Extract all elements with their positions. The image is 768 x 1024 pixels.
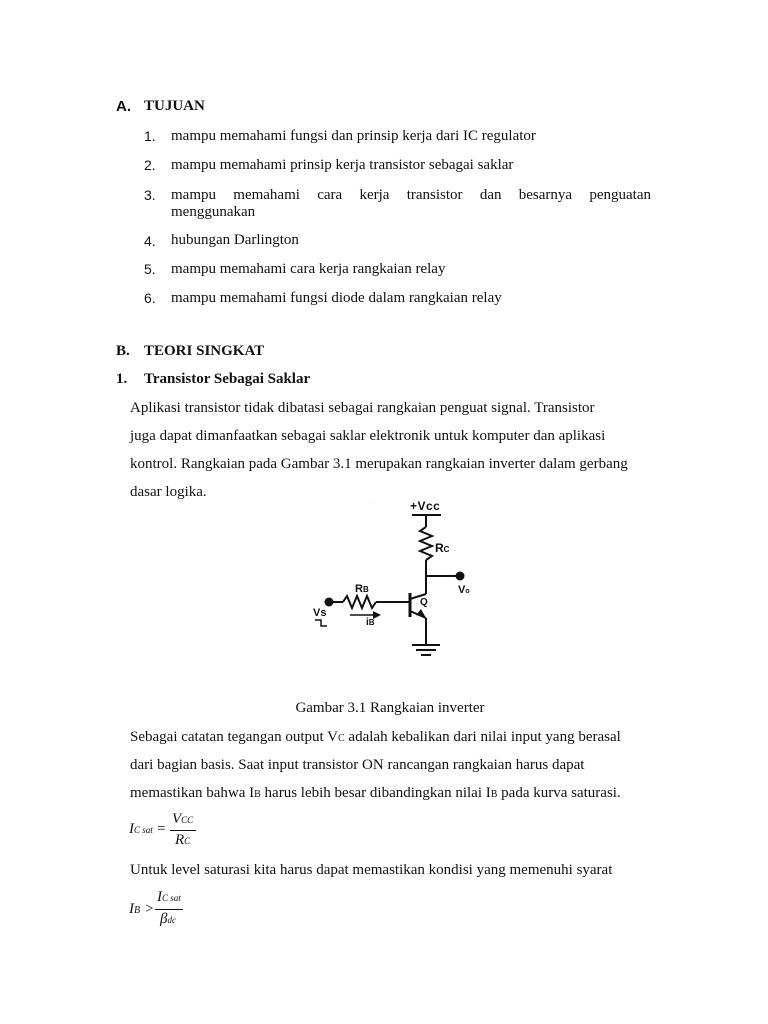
formula1-lhs-sub: C sat	[134, 825, 153, 835]
list-item: mampu memahami cara kerja transistor dan besarnya penguatan	[171, 187, 651, 203]
ib-label-main: i	[366, 617, 369, 628]
formula2-num-sub: C sat	[162, 893, 181, 903]
rc-label-sub: C	[443, 545, 450, 554]
formula1-lhs	[129, 821, 153, 838]
section-a-letter: A.	[116, 98, 131, 115]
list-item: hubungan Darlington	[171, 232, 299, 248]
q-label: Q	[420, 597, 428, 608]
formula2-den-sub: dc	[167, 915, 176, 925]
list-item-continuation: menggunakan	[171, 204, 256, 220]
formula1-operator: =	[157, 821, 166, 837]
figure-caption: Gambar 3.1 Rangkaian inverter	[295, 700, 485, 716]
vo-label	[458, 584, 470, 596]
paragraph-line: Aplikasi transistor tidak dibatasi sebagai rangkaian penguat signal. Transistor	[130, 400, 595, 416]
rb-label-sub: B	[362, 585, 369, 594]
list-item-number: 2.	[144, 157, 156, 173]
para2-text: Sebagai catatan tegangan output V	[130, 729, 338, 745]
rc-label	[435, 541, 449, 555]
formula2-denominator	[160, 911, 176, 928]
list-item-number: 3.	[144, 187, 156, 203]
para2-text: harus lebih besar dibandingkan nilai I	[260, 785, 491, 801]
inverter-circuit-figure	[313, 497, 470, 665]
vo-label-main: V	[458, 584, 466, 596]
para2-subscript: B	[254, 789, 261, 800]
formula2-num-main: I	[157, 889, 162, 905]
section-b-title: TEORI SINGKAT	[144, 343, 265, 359]
formula1-den-sub: C	[184, 836, 191, 846]
vcc-label: +Vcc	[410, 499, 441, 513]
formula1-den-main: R	[175, 832, 185, 848]
paragraph-line: dari bagian basis. Saat input transistor ON rancangan rangkaian harus dapat	[130, 757, 585, 773]
formula1-denominator	[175, 832, 190, 849]
para2-text: memastikan bahwa I	[130, 785, 255, 801]
paragraph-line: Untuk level saturasi kita harus dapat memastikan kondisi yang memenuhi syarat	[130, 862, 613, 878]
formula1-fraction-bar	[170, 830, 196, 831]
list-item-number: 4.	[144, 233, 156, 249]
ib-label	[366, 617, 375, 628]
paragraph-line: juga dapat dimanfaatkan sebagai saklar elektronik untuk komputer dan aplikasi	[130, 428, 606, 444]
paragraph-line: kontrol. Rangkaian pada Gambar 3.1 merupakan rangkaian inverter dalam gerbang	[130, 456, 628, 472]
para2-subscript: C	[338, 733, 345, 744]
formula2-operator: >	[145, 901, 154, 917]
subsection-title: Transistor Sebagai Saklar	[144, 371, 311, 387]
list-item: mampu memahami cara kerja rangkaian relay	[171, 261, 446, 277]
rc-label-main: R	[435, 541, 444, 555]
para2-text: adalah kebalikan dari nilai input yang berasal	[344, 729, 621, 745]
section-b-letter: B.	[116, 343, 130, 359]
vo-label-sub: o	[465, 588, 470, 595]
paragraph-line	[130, 784, 621, 804]
list-item-number: 1.	[144, 128, 156, 144]
rb-label-main: R	[355, 583, 363, 595]
paragraph-line	[130, 728, 621, 748]
formula1-lhs-main: I	[129, 821, 134, 837]
ib-label-sub: B	[368, 618, 375, 627]
list-item: mampu memahami fungsi diode dalam rangkaian relay	[171, 290, 502, 306]
list-item-number: 6.	[144, 290, 156, 306]
para2-subscript: B	[490, 789, 498, 800]
paragraph-line: dasar logika.	[130, 484, 207, 500]
formula1-num-sub: CC	[181, 815, 194, 825]
formula2-fraction-bar	[155, 909, 183, 910]
rb-label	[355, 583, 369, 595]
list-item: mampu memahami prinsip kerja transistor sebagai saklar	[171, 157, 514, 173]
list-item-number: 5.	[144, 261, 156, 277]
formula1-numerator	[172, 811, 193, 828]
subsection-number: 1.	[116, 371, 128, 387]
formula1-num-main: V	[172, 811, 182, 827]
formula2-lhs-main: I	[129, 901, 134, 917]
formula2-numerator	[157, 889, 181, 906]
list-item: mampu memahami fungsi dan prinsip kerja dari IC regulator	[171, 128, 536, 144]
formula2-den-main: β	[160, 911, 168, 927]
section-a-title: TUJUAN	[144, 98, 205, 114]
formula2-lhs	[129, 901, 140, 918]
formula2-lhs-sub: B	[134, 905, 141, 916]
svg-text:.: .	[373, 499, 375, 505]
vs-label: Vs	[313, 607, 327, 619]
para2-text: pada kurva saturasi.	[497, 785, 621, 801]
